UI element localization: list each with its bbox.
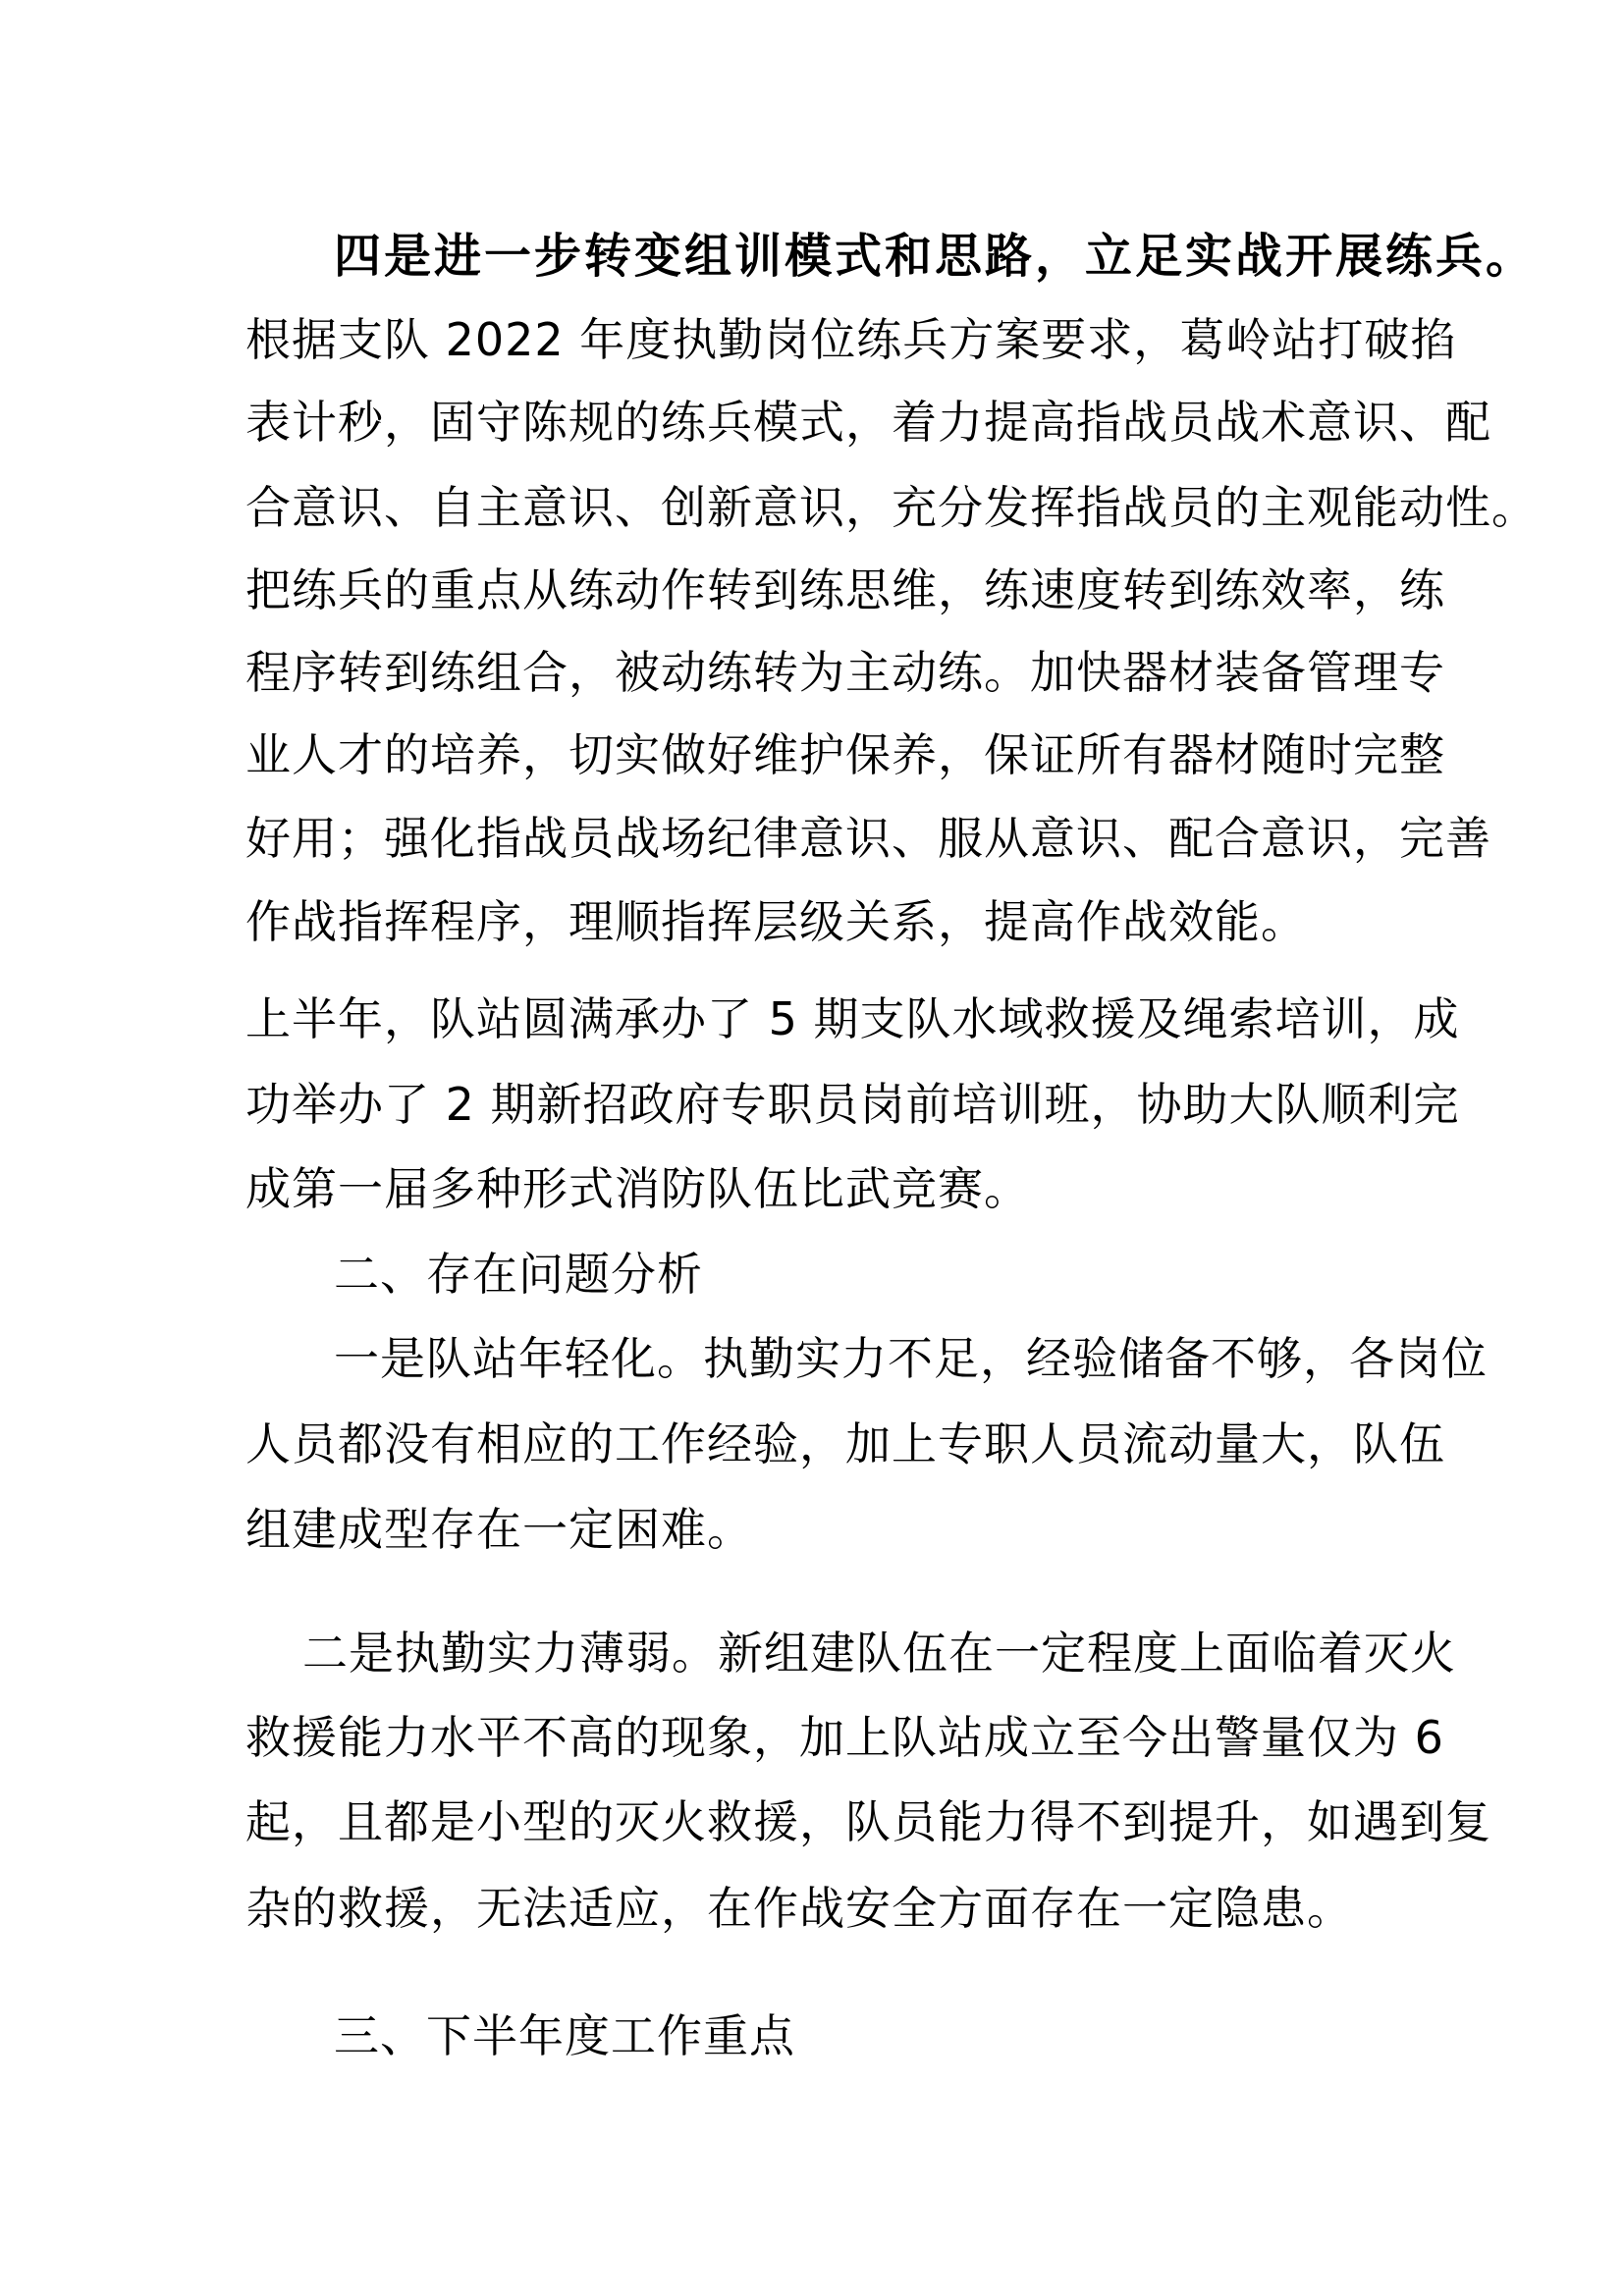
section-heading-training-mode: 四是进一步转变组训模式和思路，立足实战开展练兵。 bbox=[334, 229, 1537, 284]
paragraph-line: 作战指挥程序，理顺指挥层级关系，提高作战效能。 bbox=[245, 895, 1307, 948]
summary-line: 上半年，队站圆满承办了 5 期支队水域救援及绳索培训，成 bbox=[245, 992, 1460, 1045]
paragraph-line: 好用；强化指战员战场纪律意识、服从意识、配合意识，完善 bbox=[245, 812, 1491, 865]
summary-line: 成第一届多种形式消防队伍比武竞赛。 bbox=[245, 1162, 1030, 1215]
problem-item-2-line: 二是执勤实力薄弱。新组建队伍在一定程度上面临着灭火 bbox=[302, 1627, 1456, 1680]
paragraph-line: 业人才的培养，切实做好维护保养，保证所有器材随时完整 bbox=[245, 728, 1445, 781]
problem-item-1-line: 组建成型存在一定困难。 bbox=[245, 1503, 753, 1556]
paragraph-line: 表计秒，固守陈规的练兵模式，着力提高指战员战术意识、配 bbox=[245, 396, 1491, 449]
problem-item-2-line: 杂的救援，无法适应，在作战安全方面存在一定隐患。 bbox=[245, 1882, 1353, 1935]
paragraph-line: 根据支队 2022 年度执勤岗位练兵方案要求，葛岭站打破掐 bbox=[245, 313, 1457, 366]
section-heading-plans: 三、下半年度工作重点 bbox=[334, 2009, 795, 2062]
summary-line: 功举办了 2 期新招政府专职员岗前培训班，协助大队顺利完 bbox=[245, 1078, 1460, 1131]
paragraph-line: 合意识、自主意识、创新意识，充分发挥指战员的主观能动性。 bbox=[245, 481, 1538, 534]
problem-item-1-line: 人员都没有相应的工作经验，加上专职人员流动量大，队伍 bbox=[245, 1417, 1445, 1470]
problem-item-1-line: 一是队站年轻化。执勤实力不足，经验储备不够，各岗位 bbox=[334, 1332, 1488, 1385]
problem-item-2-line: 救援能力水平不高的现象，加上队站成立至今出警量仅为 6 bbox=[245, 1711, 1444, 1764]
problem-item-2-line: 起，且都是小型的灭火救援，队员能力得不到提升，如遇到复 bbox=[245, 1795, 1491, 1848]
section-heading-problems: 二、存在问题分析 bbox=[334, 1248, 703, 1301]
paragraph-line: 把练兵的重点从练动作转到练思维，练速度转到练效率，练 bbox=[245, 563, 1445, 616]
paragraph-line: 程序转到练组合，被动练转为主动练。加快器材装备管理专 bbox=[245, 646, 1445, 699]
